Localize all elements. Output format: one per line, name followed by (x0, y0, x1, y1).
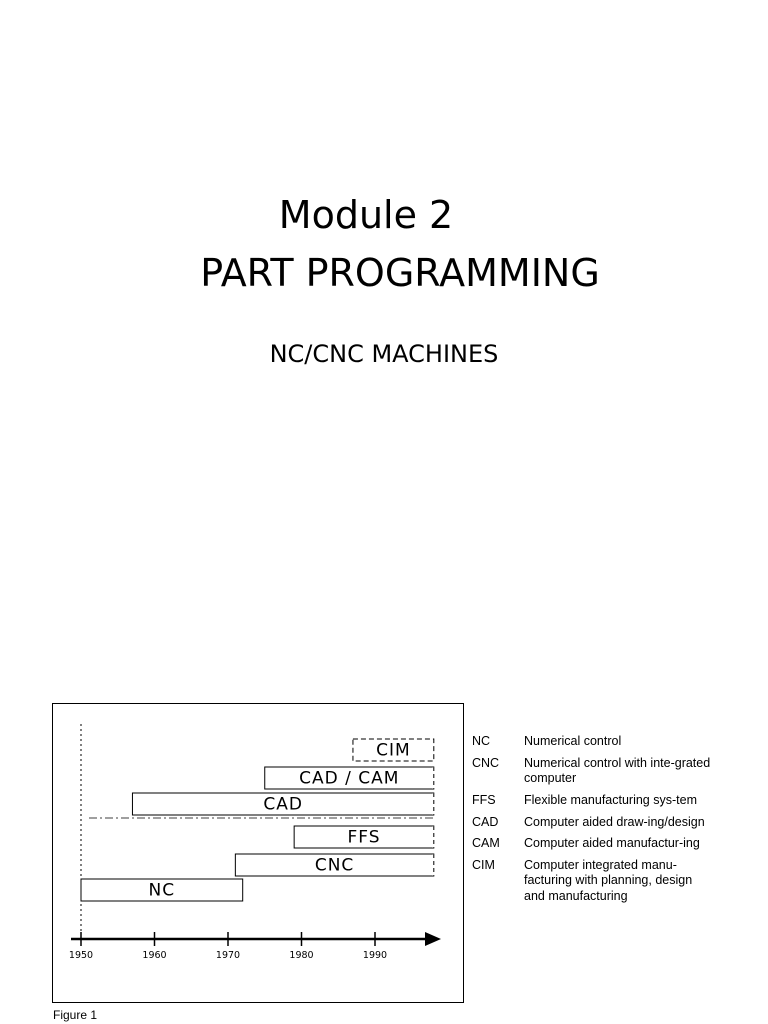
legend-item-cam (472, 836, 768, 852)
slide-title-line1: Module 2 (278, 193, 454, 237)
legend-item-ffs (472, 793, 768, 809)
timeline-bar-cad (132, 793, 433, 815)
timeline-bar-nc (81, 879, 243, 901)
slide-subtitle: NC/CNC MACHINES (269, 340, 499, 368)
legend-item-cad (472, 815, 768, 831)
timeline-bar-cim (353, 739, 434, 761)
legend-item-cnc (472, 756, 768, 787)
legend-definition: Computer aided manufactur-ing (524, 836, 700, 851)
abbreviation-legend (472, 734, 768, 911)
axis-tick-label: 1960 (142, 950, 167, 961)
timeline-bar-label: CIM (376, 740, 411, 761)
timeline-bar-label: NC (148, 880, 176, 901)
legend-abbreviation: CAM (472, 836, 500, 851)
legend-definition: Numerical control (524, 734, 622, 748)
legend-abbreviation: CIM (472, 857, 495, 872)
timeline-bar-label: FFS (347, 827, 381, 848)
legend-definition: Numerical control with inte-grated computer (524, 755, 711, 786)
axis-tick-label: 1970 (215, 950, 241, 961)
timeline-bar-label: CAD (263, 794, 303, 815)
legend-definition: Computer aided draw-ing/design (524, 814, 705, 829)
axis-tick-label: 1950 (68, 950, 94, 961)
slide-title-line2: PART PROGRAMMING (200, 251, 600, 295)
timeline-bar-cad-cam (265, 767, 434, 789)
axis-tick-label: 1980 (289, 950, 314, 961)
legend-definition: Flexible manufacturing sys-tem (524, 792, 697, 807)
axis-tick-label: 1990 (362, 950, 388, 961)
timeline-chart (53, 704, 463, 1002)
legend-abbreviation: CNC (472, 755, 500, 770)
legend-abbreviation: FFS (472, 792, 496, 807)
figure-caption: Figure 1 (53, 1008, 98, 1022)
legend-abbreviation: NC (472, 734, 491, 748)
time-axis-arrowhead (425, 932, 441, 946)
timeline-bar-cnc (235, 854, 433, 876)
timeline-bar-label: CAD / CAM (299, 768, 400, 789)
legend-item-cim (472, 858, 768, 905)
timeline-bar-label: CNC (314, 855, 355, 876)
legend-item-nc (472, 734, 768, 750)
timeline-figure (52, 703, 464, 1003)
legend-abbreviation: CAD (472, 814, 499, 829)
timeline-bar-ffs (294, 826, 434, 848)
legend-definition: Computer integrated manu-facturing with planning, design and manufacturing (524, 857, 693, 903)
